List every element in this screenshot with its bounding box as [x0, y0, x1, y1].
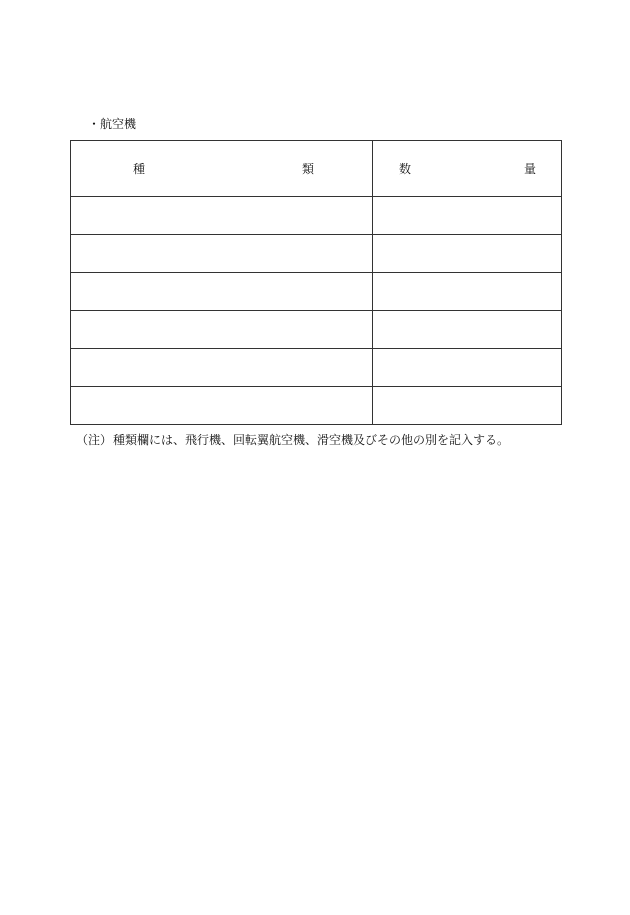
- quantity-cell[interactable]: [373, 235, 562, 273]
- kind-cell[interactable]: [71, 349, 373, 387]
- header-quantity-char-1: 数: [399, 162, 412, 176]
- header-kind: [71, 141, 373, 197]
- table-row: [71, 235, 562, 273]
- header-quantity: [373, 141, 562, 197]
- table-row: [71, 349, 562, 387]
- footnote-mark: （注）: [76, 433, 113, 447]
- kind-cell[interactable]: [71, 235, 373, 273]
- header-kind-char-1: 種: [133, 162, 146, 176]
- table-header-row: [71, 141, 562, 197]
- table-row: [71, 311, 562, 349]
- kind-cell[interactable]: [71, 197, 373, 235]
- quantity-cell[interactable]: [373, 387, 562, 425]
- kind-cell[interactable]: [71, 387, 373, 425]
- kind-cell[interactable]: [71, 273, 373, 311]
- footnote: [76, 432, 509, 448]
- kind-cell[interactable]: [71, 311, 373, 349]
- footnote-text: 種類欄には、飛行機、回転翼航空機、滑空機及びその他の別を記入する。: [113, 433, 510, 447]
- header-kind-char-2: 類: [301, 162, 314, 176]
- header-quantity-char-2: 量: [523, 162, 536, 176]
- aircraft-table: [70, 140, 562, 425]
- quantity-cell[interactable]: [373, 197, 562, 235]
- quantity-cell[interactable]: [373, 311, 562, 349]
- table-row: [71, 273, 562, 311]
- quantity-cell[interactable]: [373, 349, 562, 387]
- table-row: [71, 387, 562, 425]
- quantity-cell[interactable]: [373, 273, 562, 311]
- table-row: [71, 197, 562, 235]
- section-heading: ・航空機: [88, 117, 137, 131]
